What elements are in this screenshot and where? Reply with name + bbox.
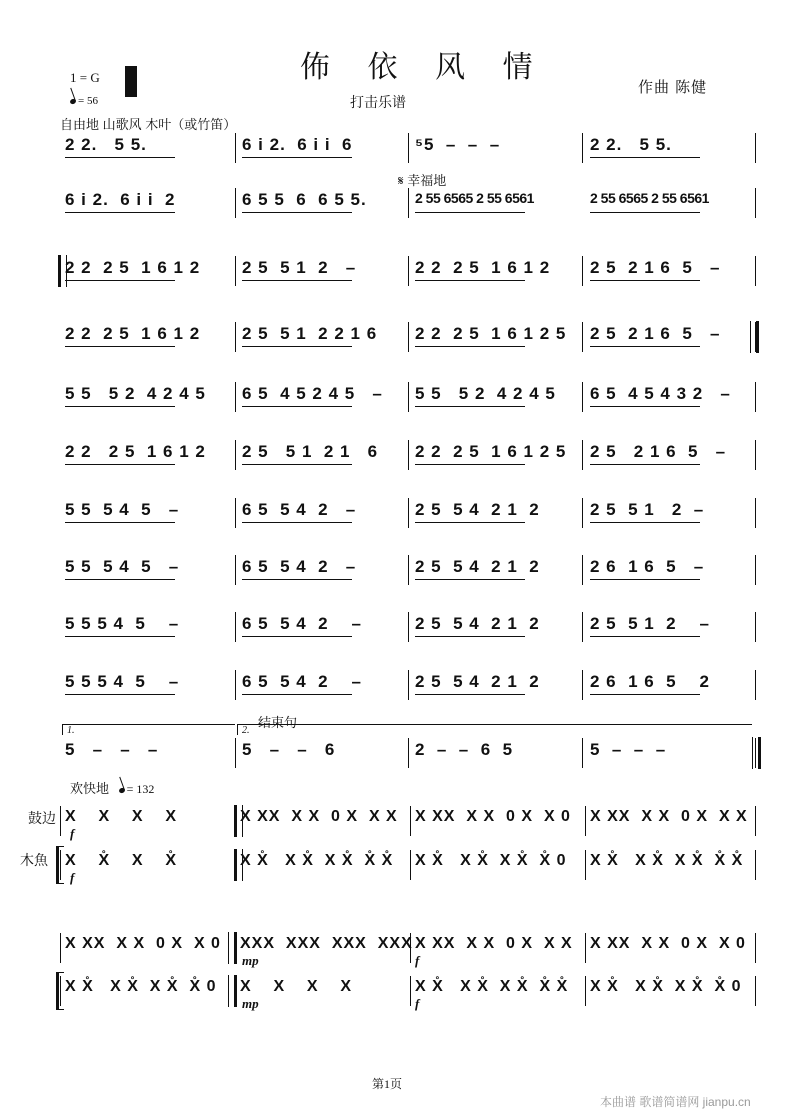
melody-row <box>0 133 790 167</box>
barline <box>755 850 756 880</box>
percussion-measure: X X̊ X X̊ X X̊ X̊ 0 <box>590 978 742 995</box>
beam-underline <box>242 280 352 281</box>
barline <box>408 322 409 352</box>
barline <box>585 933 586 963</box>
measure: 6 5 5 4 2 – <box>242 557 357 576</box>
quarter-note-icon <box>69 98 76 105</box>
measure: 2 2 2 5 1 6 1 2 <box>65 324 201 343</box>
barline <box>755 612 756 642</box>
beam-underline <box>65 406 175 407</box>
barline <box>235 256 236 286</box>
percussion-measure: X X̊ X X̊ X X̊ X̊ 0 <box>65 978 217 995</box>
melody-row <box>0 440 790 474</box>
beam-underline <box>242 694 352 695</box>
measure: 6 5 5 4 2 – <box>242 500 357 519</box>
measure: 5 5 5 2 4 2 4 5 <box>65 384 206 403</box>
barline <box>582 738 583 768</box>
barline <box>235 322 236 352</box>
measure: 2 2 2 5 1 6 1 2 5 <box>415 324 567 343</box>
barline <box>408 256 409 286</box>
beam-underline <box>590 579 700 580</box>
barline <box>582 670 583 700</box>
percussion-measure: X X̊ X X̊ X X̊ X̊ X̊ <box>240 852 394 869</box>
measure: 5 5 5 4 5 – <box>65 672 180 691</box>
time-signature <box>125 66 131 90</box>
barline <box>755 976 756 1006</box>
measure: 2 55 6565 2 55 6561 <box>415 190 534 206</box>
dynamic-forte: f <box>70 826 75 841</box>
score-title: 佈 依 风 情 <box>300 50 547 85</box>
beam-underline <box>242 346 352 347</box>
measure: 6 i 2. 6 i i 6 <box>242 135 353 154</box>
barline <box>235 133 236 163</box>
beam-underline <box>590 280 700 281</box>
percussion-measure: X X̊ X X̊ <box>65 852 178 869</box>
beam-underline <box>590 346 700 347</box>
melody-row <box>0 555 790 589</box>
expression-marking: 自由地 山歌风 木叶（或竹笛） <box>60 117 237 132</box>
barline <box>582 256 583 286</box>
barline <box>235 612 236 642</box>
barline <box>755 133 756 163</box>
barline <box>408 188 409 218</box>
barline <box>235 382 236 412</box>
measure: 2 5 5 1 2 – <box>590 614 710 633</box>
measure: 2 6 1 6 5 – <box>590 557 705 576</box>
percussion-measure: X XX X X 0 X X X <box>590 808 748 825</box>
measure: 2 2 2 5 1 6 1 2 5 <box>415 442 567 461</box>
measure: 2 5 5 4 2 1 2 <box>415 614 540 633</box>
measure: 2 55 6565 2 55 6561 <box>590 190 709 206</box>
barline <box>582 133 583 163</box>
beam-underline <box>415 464 525 465</box>
measure: 2 5 5 1 2 – <box>242 258 357 277</box>
percussion-measure: XXX XXX XXX XXX <box>240 935 413 952</box>
beam-underline <box>415 522 525 523</box>
barline <box>235 440 236 470</box>
volta-1: 1. <box>62 724 235 735</box>
ending-phrase-label: 结束句 <box>258 715 298 730</box>
melody-row <box>0 670 790 704</box>
barline <box>408 612 409 642</box>
percussion-measure: X XX X X 0 X X 0 <box>590 935 746 952</box>
barline <box>582 322 583 352</box>
segno-marker: 𝄋 幸福地 <box>398 173 447 188</box>
barline <box>408 555 409 585</box>
percussion-measure: X XX X X 0 X X 0 <box>415 808 571 825</box>
measure: 5 – – – <box>590 740 667 759</box>
beam-underline <box>415 346 525 347</box>
measure: 2 2. 5 5. <box>590 135 672 154</box>
dynamic-forte: f <box>415 996 420 1011</box>
tempo-marking: = 56 <box>70 95 98 107</box>
beam-underline <box>65 157 175 158</box>
dynamic-mezzo-piano: mp <box>242 953 259 968</box>
beam-underline <box>590 406 700 407</box>
measure: 6 5 5 4 2 – <box>242 672 362 691</box>
beam-underline <box>65 694 175 695</box>
measure: 2 5 5 4 2 1 2 <box>415 557 540 576</box>
repeat-end-barline <box>228 932 237 964</box>
beam-underline <box>590 464 700 465</box>
measure: 6 i 2. 6 i i 2 <box>65 190 176 209</box>
barline <box>582 555 583 585</box>
barline <box>755 670 756 700</box>
beam-underline <box>242 522 352 523</box>
watermark: 本曲谱 歌谱简谱网 jianpu.cn <box>600 1095 751 1109</box>
beam-underline <box>415 694 525 695</box>
instrument-label-woodblock: 木魚 <box>20 852 48 868</box>
beam-underline <box>415 212 525 213</box>
barline <box>755 933 756 963</box>
melody-row <box>0 322 790 356</box>
quarter-note-icon <box>118 787 125 794</box>
woodblock-staff-row <box>0 976 790 1010</box>
measure: 5 5 5 4 5 – <box>65 500 180 519</box>
measure: 5 5 5 2 4 2 4 5 <box>415 384 556 403</box>
beam-underline <box>65 212 175 213</box>
beam-underline <box>415 406 525 407</box>
measure: 2 5 5 4 2 1 2 <box>415 672 540 691</box>
beam-underline <box>65 464 175 465</box>
melody-row <box>0 256 790 290</box>
volta-2: 2. <box>237 724 752 735</box>
measure: 2 2 2 5 1 6 1 2 <box>415 258 551 277</box>
beam-underline <box>242 579 352 580</box>
beam-underline <box>590 636 700 637</box>
barline <box>235 498 236 528</box>
repeat-end-barline <box>228 975 237 1007</box>
measure: 2 5 2 1 6 5 – <box>590 324 721 343</box>
percussion-measure: X X̊ X X̊ X X̊ X̊ X̊ <box>415 978 569 995</box>
staff-bracket <box>56 846 64 884</box>
barline <box>410 806 411 836</box>
score-subtitle: 打击乐谱 <box>350 94 406 110</box>
dynamic-mezzo-piano: mp <box>242 996 259 1011</box>
beam-underline <box>590 157 700 158</box>
measure: 2 5 5 1 2 2 1 6 <box>242 324 378 343</box>
dynamic-forte: f <box>415 953 420 968</box>
barline <box>408 670 409 700</box>
barline <box>408 498 409 528</box>
beam-underline <box>242 157 352 158</box>
beam-underline <box>65 636 175 637</box>
barline <box>582 382 583 412</box>
measure: 5 5 5 4 5 – <box>65 614 180 633</box>
beam-underline <box>65 280 175 281</box>
percussion-measure: X X X X <box>65 808 178 825</box>
beam-underline <box>590 694 700 695</box>
measure: 2 6 1 6 5 2 <box>590 672 710 691</box>
beam-underline <box>65 346 175 347</box>
beam-underline <box>415 636 525 637</box>
barline <box>582 498 583 528</box>
barline <box>755 382 756 412</box>
page-number: 第1页 <box>372 1077 403 1091</box>
measure: 6 5 4 5 2 4 5 – <box>242 384 383 403</box>
barline <box>582 440 583 470</box>
barline <box>755 188 756 218</box>
barline <box>585 806 586 836</box>
percussion-measure: X X̊ X X̊ X X̊ X̊ X̊ <box>590 852 744 869</box>
beam-underline <box>590 522 700 523</box>
barline <box>755 806 756 836</box>
woodblock-staff-row <box>0 850 790 884</box>
beam-underline <box>242 212 352 213</box>
measure: 2 5 2 1 6 5 – <box>590 442 727 461</box>
beam-underline <box>65 579 175 580</box>
percussion-tempo: 欢快地 = 132 <box>70 781 155 796</box>
beam-underline <box>590 212 700 213</box>
barline <box>235 738 236 768</box>
repeat-end-barline <box>750 321 759 353</box>
measure: 2 – – 6 5 <box>415 740 514 759</box>
barline <box>60 806 61 836</box>
barline <box>755 440 756 470</box>
measure: 5 5 5 4 5 – <box>65 557 180 576</box>
barline <box>60 933 61 963</box>
composer-credit: 作曲 陈健 <box>638 79 708 96</box>
melody-row <box>0 498 790 532</box>
measure: 2 5 5 4 2 1 2 <box>415 500 540 519</box>
measure: 2 2. 5 5. <box>65 135 147 154</box>
measure: 2 5 2 1 6 5 – <box>590 258 721 277</box>
barline <box>408 133 409 163</box>
beam-underline <box>65 522 175 523</box>
dynamic-forte: f <box>70 870 75 885</box>
barline <box>585 850 586 880</box>
barline <box>755 256 756 286</box>
barline <box>235 188 236 218</box>
repeat-start-barline <box>234 805 243 837</box>
percussion-measure: X XX X X 0 X X 0 <box>65 935 221 952</box>
measure: ⁵5 – – – <box>415 135 501 154</box>
measure: 6 5 5 6 6 5 5. <box>242 190 367 209</box>
melody-row <box>0 715 790 772</box>
repeat-start-barline <box>234 849 243 881</box>
beam-underline <box>242 636 352 637</box>
barline <box>585 976 586 1006</box>
percussion-measure: X X X X <box>240 978 353 995</box>
key-signature: 1 = G <box>70 70 100 85</box>
barline <box>582 612 583 642</box>
measure: 5 – – 6 <box>242 740 336 759</box>
barline <box>235 670 236 700</box>
drum-staff-row <box>0 806 790 840</box>
measure: 2 2 2 5 1 6 1 2 <box>65 258 201 277</box>
barline <box>235 555 236 585</box>
barline <box>408 382 409 412</box>
percussion-measure: X X̊ X X̊ X X̊ X̊ 0 <box>415 852 567 869</box>
measure: 2 5 5 1 2 1 6 <box>242 442 379 461</box>
barline <box>410 850 411 880</box>
beam-underline <box>242 406 352 407</box>
measure: 5 – – – <box>65 740 159 759</box>
melody-row <box>0 612 790 646</box>
measure: 6 5 4 5 4 3 2 – <box>590 384 731 403</box>
measure: 6 5 5 4 2 – <box>242 614 362 633</box>
barline <box>408 738 409 768</box>
barline <box>408 440 409 470</box>
final-barline <box>752 737 761 769</box>
measure: 2 5 5 1 2 – <box>590 500 705 519</box>
melody-row <box>0 173 790 222</box>
barline <box>410 976 411 1006</box>
drum-staff-row <box>0 933 790 967</box>
melody-row <box>0 382 790 416</box>
percussion-measure: X XX X X 0 X X X <box>415 935 573 952</box>
beam-underline <box>415 280 525 281</box>
staff-bracket <box>56 972 64 1010</box>
beam-underline <box>242 464 352 465</box>
measure: 2 2 2 5 1 6 1 2 <box>65 442 206 461</box>
barline <box>755 498 756 528</box>
percussion-measure: X XX X X 0 X X X <box>240 808 398 825</box>
instrument-label-drum: 鼓边 <box>28 810 56 826</box>
beam-underline <box>415 579 525 580</box>
barline <box>755 555 756 585</box>
